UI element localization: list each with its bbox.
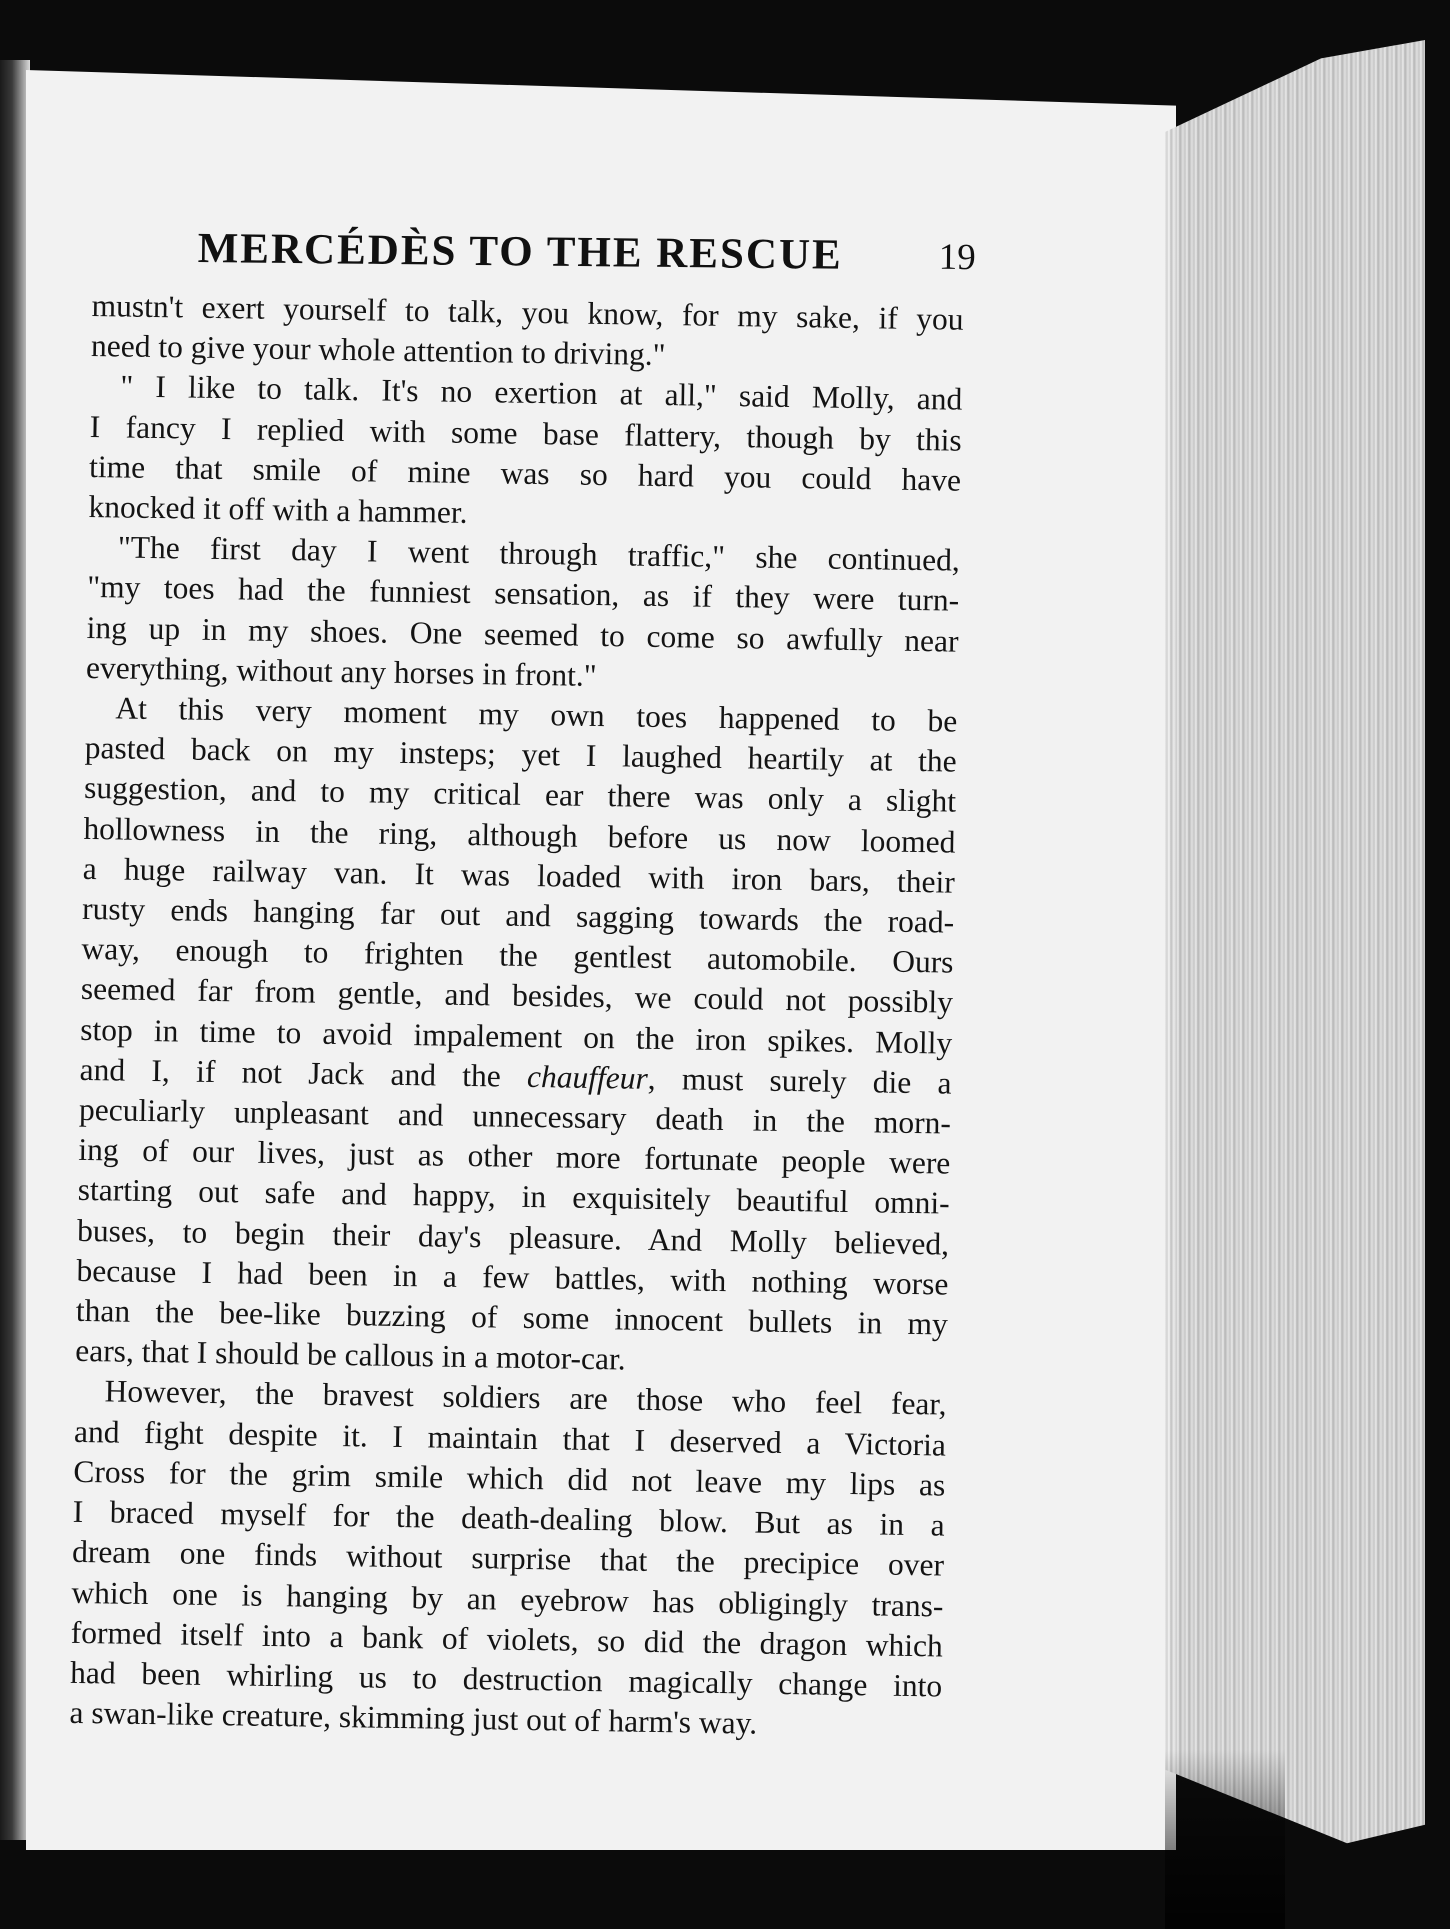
text-line: starting out safe and happy, in exquisitely beautiful omni- (77, 1172, 950, 1222)
text-line: everything, without any horses in front." (85, 649, 597, 693)
page-number: 19 (938, 236, 976, 279)
text-line: At this very moment my own toes happened to be (115, 690, 958, 739)
text-line: buses, to begin their day's pleasure. And Molly believed, (76, 1212, 950, 1262)
text-fragment: and I, if not Jack and the (79, 1051, 502, 1094)
text-line: a swan-like creature, skimming just out of harm's way. (69, 1694, 758, 1741)
text-line: a huge railway van. It was loaded with iron bars, their (82, 850, 956, 900)
text-line: ing of our lives, just as other more fortunate people were (78, 1132, 951, 1181)
text-line: knocked it off with a hammer. (88, 488, 468, 530)
text-line: hollowness in the ring, although before us now loomed (83, 810, 956, 860)
text-line: "my toes had the funniest sensation, as if they were turn- (86, 569, 960, 619)
text-line: and fight despite it. I maintain that I deserved a Victoria (73, 1413, 947, 1463)
text-fragment: , must surely die a (647, 1060, 952, 1101)
text-line: because I had been in a few battles, with nothing worse (76, 1252, 949, 1302)
page-header (197, 224, 976, 292)
text-line: time that smile of mine was so hard you could have (88, 448, 962, 498)
text-line: ears, that I should be callous in a motor-car. (75, 1333, 626, 1377)
text-line: which one is hanging by an eyebrow has obligingly trans- (71, 1574, 944, 1624)
text-line: stop in time to avoid impalement on the iron spikes. Molly (80, 1011, 953, 1061)
text-line: I braced myself for the death-dealing blow. But as in a (72, 1493, 945, 1543)
text-line: pasted back on my insteps; yet I laughed heartily at the (84, 730, 957, 779)
text-line: need to give your whole attention to driving." (90, 328, 666, 373)
text-line: mustn't exert yourself to talk, you know, for my sake, if you (91, 287, 964, 337)
text-line: seemed far from gentle, and besides, we could not possibly (80, 971, 954, 1021)
text-line: "The first day I went through traffic," she continued, (117, 529, 961, 578)
running-title: MERCÉDÈS TO THE RESCUE (197, 224, 843, 279)
text-line: rusty ends hanging far out and sagging towards the road- (81, 890, 955, 940)
text-line: had been whirling us to destruction magically change into (69, 1654, 943, 1704)
body-text (69, 286, 964, 1747)
text-line: than the bee-like buzzing of some innocent bullets in my (75, 1292, 949, 1342)
text-line: Cross for the grim smile which did not leave my lips as (73, 1453, 946, 1503)
italic-word: chauffeur (526, 1058, 649, 1096)
text-line: " I like to talk. It's no exertion at all," said Molly, and (120, 368, 963, 418)
text-line: dream one finds without surprise that the precipice over (71, 1534, 945, 1583)
text-line: suggestion, and to my critical ear there was only a slight (83, 770, 957, 820)
text-line: However, the bravest soldiers are those who feel fear, (104, 1373, 947, 1423)
text-line: formed itself into a bank of violets, so did the dragon which (70, 1614, 944, 1664)
book-gutter (0, 60, 30, 1840)
page-shadow (1165, 1750, 1285, 1929)
text-line: ing up in my shoes. One seemed to come so awfully near (86, 609, 959, 659)
page-fore-edge (1165, 40, 1425, 1880)
text-line: way, enough to frighten the gentlest automobile. Ours (81, 931, 954, 980)
text-line: I fancy I replied with some base flattery, though by this (89, 408, 962, 458)
text-line: peculiarly unpleasant and unnecessary death in the morn- (78, 1091, 952, 1141)
